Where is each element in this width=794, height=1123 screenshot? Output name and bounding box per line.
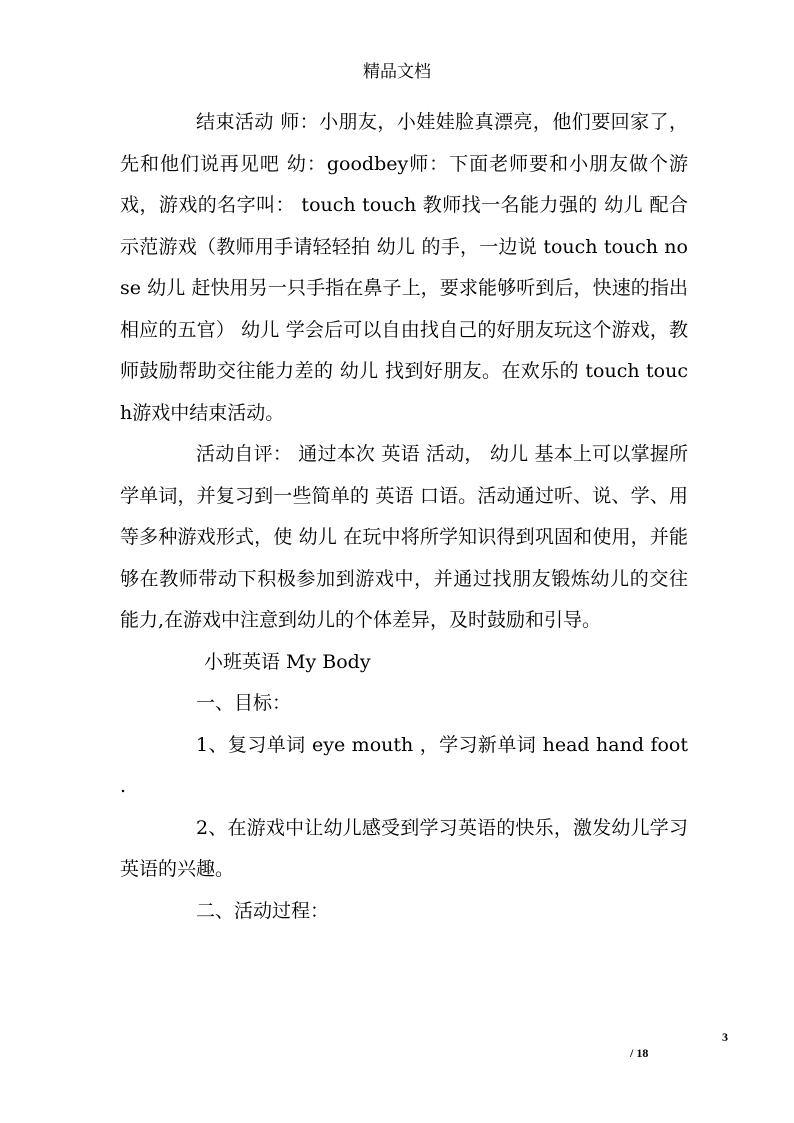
page-number: 3 <box>722 1030 728 1044</box>
section-title: 小班英语 My Body <box>204 650 371 673</box>
page-total: / 18 <box>630 1046 649 1060</box>
goal-item-1: 1、复习单词 eye mouth ，学习新单词 head hand foot . <box>120 733 688 797</box>
document-body <box>120 102 688 932</box>
heading-process: 二、活动过程： <box>196 899 330 922</box>
heading-goals: 一、目标： <box>196 692 292 714</box>
goal-item-2: 2、在游戏中让幼儿感受到学习英语的快乐，激发幼儿学习英语的兴趣。 <box>120 816 688 880</box>
paragraph-self-evaluation: 活动自评： 通过本次 英语 活动， 幼儿 基本上可以掌握所学单词，并复习到一些简单的 英语 口语。活动通过听、说、学、用等多种游戏形式，使 幼儿 在玩中将所学知识得到巩固和使用，并能够在教师带动下积极参加到游戏中，并通过找朋友锻炼幼儿的交往能力,在游戏中注意到幼儿的个体差异，及时鼓励和引导。 <box>120 443 688 631</box>
paragraph-closing-activity: 结束活动 师：小朋友，小娃娃脸真漂亮，他们要回家了，先和他们说再见吧 幼：goodbey师：下面老师要和小朋友做个游戏，游戏的名字叫： touch touch 教师找一名能力强的 幼儿 配合示范游戏（教师用手请轻轻拍 幼儿 的手，一边说 touch touch nose 幼儿 赶快用另一只手指在鼻子上，要求能够听到后，快速的指出相应的五官） 幼儿 学会后可以自由找自己的好朋友玩这个游戏，教师鼓励帮助交往能力差的 幼儿 找到好朋友。在欢乐的 touch touch游戏中结束活动。 <box>120 111 688 424</box>
page-header: 精品文档 <box>363 62 431 82</box>
